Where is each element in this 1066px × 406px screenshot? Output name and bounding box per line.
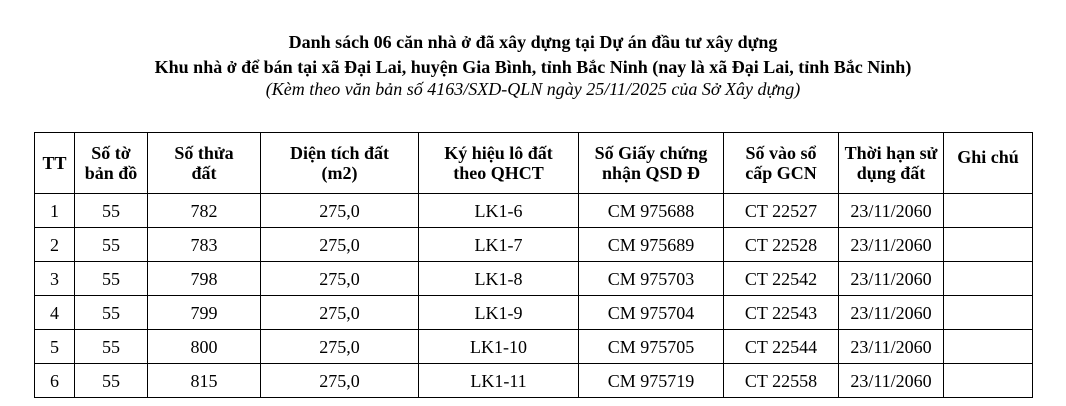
table-header-row — [35, 133, 1033, 194]
col-header-tt — [35, 133, 75, 194]
cell-parcel-number: 798 — [148, 262, 261, 296]
cell-notes — [944, 296, 1033, 330]
table-row — [35, 364, 1033, 398]
cell-register-number: CT 22527 — [724, 194, 839, 228]
cell-certificate-number: CM 975704 — [579, 296, 724, 330]
cell-register-number: CT 22544 — [724, 330, 839, 364]
cell-land-area: 275,0 — [261, 228, 419, 262]
col-header-land-area — [261, 133, 419, 194]
document-subtitle: Khu nhà ở để bán tại xã Đại Lai, huyện Gia Bình, tỉnh Bắc Ninh (nay là xã Đại Lai, tỉnh Bắc Ninh) — [154, 57, 912, 77]
col-header-label: cấp GCN — [745, 163, 817, 183]
cell-land-use-term: 23/11/2060 — [839, 330, 944, 364]
col-header-notes — [944, 133, 1033, 194]
table-row — [35, 194, 1033, 228]
cell-tt: 5 — [35, 330, 75, 364]
cell-land-area: 275,0 — [261, 330, 419, 364]
cell-map-sheet: 55 — [75, 330, 148, 364]
col-header-label: đất — [191, 163, 217, 183]
table-row — [35, 296, 1033, 330]
col-header-map-sheet — [75, 133, 148, 194]
cell-lot-code: LK1-11 — [419, 364, 579, 398]
col-header-label: Diện tích đất — [290, 143, 389, 163]
col-header-label: (m2) — [321, 163, 358, 183]
cell-map-sheet: 55 — [75, 228, 148, 262]
table-row — [35, 330, 1033, 364]
col-header-label: theo QHCT — [453, 163, 544, 183]
col-header-land-use-term — [839, 133, 944, 194]
cell-certificate-number: CM 975719 — [579, 364, 724, 398]
cell-certificate-number: CM 975703 — [579, 262, 724, 296]
cell-lot-code: LK1-7 — [419, 228, 579, 262]
cell-certificate-number: CM 975689 — [579, 228, 724, 262]
cell-land-use-term: 23/11/2060 — [839, 228, 944, 262]
cell-land-area: 275,0 — [261, 296, 419, 330]
table-row — [35, 262, 1033, 296]
cell-notes — [944, 194, 1033, 228]
cell-land-use-term: 23/11/2060 — [839, 194, 944, 228]
cell-register-number: CT 22558 — [724, 364, 839, 398]
cell-register-number: CT 22542 — [724, 262, 839, 296]
col-header-label: Số Giấy chứng — [594, 143, 708, 163]
col-header-lot-code — [419, 133, 579, 194]
cell-register-number: CT 22543 — [724, 296, 839, 330]
cell-land-area: 275,0 — [261, 262, 419, 296]
table-row — [35, 228, 1033, 262]
cell-certificate-number: CM 975705 — [579, 330, 724, 364]
cell-tt: 1 — [35, 194, 75, 228]
cell-notes — [944, 364, 1033, 398]
col-header-label: Ghi chú — [957, 147, 1019, 167]
cell-parcel-number: 800 — [148, 330, 261, 364]
houses-table — [34, 132, 1033, 398]
cell-map-sheet: 55 — [75, 296, 148, 330]
cell-lot-code: LK1-9 — [419, 296, 579, 330]
cell-certificate-number: CM 975688 — [579, 194, 724, 228]
cell-lot-code: LK1-10 — [419, 330, 579, 364]
col-header-label: Thời hạn sử — [844, 143, 938, 163]
col-header-label: Số vào sổ — [745, 143, 817, 163]
col-header-label: Ký hiệu lô đất — [444, 143, 553, 163]
cell-notes — [944, 262, 1033, 296]
col-header-label: nhận QSD Đ — [601, 163, 701, 183]
cell-register-number: CT 22528 — [724, 228, 839, 262]
cell-parcel-number: 815 — [148, 364, 261, 398]
cell-parcel-number: 782 — [148, 194, 261, 228]
cell-tt: 4 — [35, 296, 75, 330]
col-header-label: Số thửa — [174, 143, 234, 163]
col-header-register-number — [724, 133, 839, 194]
cell-tt: 3 — [35, 262, 75, 296]
cell-notes — [944, 228, 1033, 262]
cell-parcel-number: 799 — [148, 296, 261, 330]
col-header-label: bản đồ — [84, 163, 138, 183]
col-header-label: dụng đất — [856, 163, 926, 183]
cell-land-use-term: 23/11/2060 — [839, 262, 944, 296]
cell-land-use-term: 23/11/2060 — [839, 296, 944, 330]
cell-tt: 2 — [35, 228, 75, 262]
cell-lot-code: LK1-6 — [419, 194, 579, 228]
cell-notes — [944, 330, 1033, 364]
cell-map-sheet: 55 — [75, 364, 148, 398]
cell-land-use-term: 23/11/2060 — [839, 364, 944, 398]
cell-tt: 6 — [35, 364, 75, 398]
cell-map-sheet: 55 — [75, 194, 148, 228]
col-header-label: Số tờ — [91, 143, 131, 163]
cell-parcel-number: 783 — [148, 228, 261, 262]
col-header-certificate-number — [579, 133, 724, 194]
cell-land-area: 275,0 — [261, 364, 419, 398]
col-header-parcel-number — [148, 133, 261, 194]
cell-map-sheet: 55 — [75, 262, 148, 296]
document-reference-note: (Kèm theo văn bản số 4163/SXD-QLN ngày 25/11/2025 của Sở Xây dựng) — [265, 79, 801, 99]
col-header-label: TT — [42, 153, 67, 173]
cell-land-area: 275,0 — [261, 194, 419, 228]
cell-lot-code: LK1-8 — [419, 262, 579, 296]
document-title: Danh sách 06 căn nhà ở đã xây dựng tại Dự án đầu tư xây dựng — [288, 32, 778, 52]
